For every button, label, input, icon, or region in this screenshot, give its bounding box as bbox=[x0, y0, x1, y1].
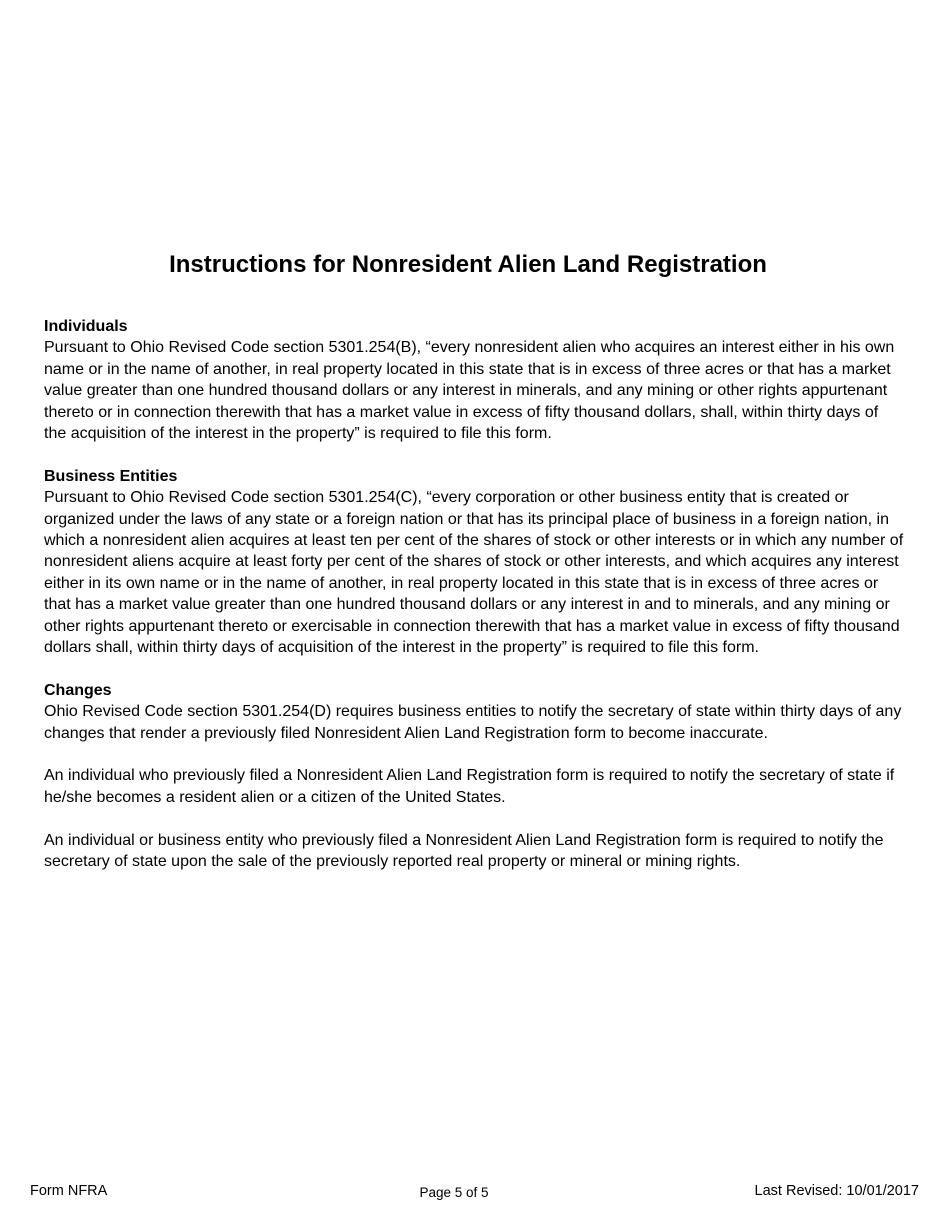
instructions-body bbox=[44, 316, 904, 894]
section-changes bbox=[44, 680, 904, 873]
paragraph-changes-2: An individual who previously filed a Nonresident Alien Land Registration form is required to notify the secretary of state if he/she becomes a resident alien or a citizen of the United States. bbox=[44, 767, 895, 806]
page-title: Instructions for Nonresident Alien Land Registration bbox=[169, 251, 767, 278]
section-business-entities bbox=[44, 466, 904, 659]
paragraph-changes-3: An individual or business entity who previously filed a Nonresident Alien Land Registration form is required to notify the secretary of state upon the sale of the previously reported real property or mineral or mining rights. bbox=[44, 831, 884, 871]
paragraph-changes-1: Ohio Revised Code section 5301.254(D) requires business entities to notify the secretary of state within thirty days of any changes that render a previously filed Nonresident Alien Land Registration form to become inaccurate. bbox=[44, 703, 902, 742]
paragraph-individuals: Pursuant to Ohio Revised Code section 5301.254(B), “every nonresident alien who acquires an interest either in his own name or in the name of another, in real property located in this state that is in excess of three acres or that has a market value greater than one hundred thousand dollars or any interest in minerals, and any mining or other rights appurtenant thereto or in connection therewith that has a market value in excess of fifty thousand dollars, shall, within thirty days of the acquisition of the interest in the property” is required to file this form. bbox=[44, 339, 895, 443]
section-heading-individuals: Individuals bbox=[44, 318, 128, 335]
footer-last-revised: Last Revised: 10/01/2017 bbox=[754, 1183, 919, 1199]
footer-page-number: Page 5 of 5 bbox=[419, 1185, 489, 1200]
section-heading-changes: Changes bbox=[44, 681, 112, 699]
footer-form-name: Form NFRA bbox=[30, 1183, 108, 1199]
section-heading-business-entities: Business Entities bbox=[44, 467, 178, 485]
section-individuals bbox=[44, 316, 904, 444]
paragraph-business-entities: Pursuant to Ohio Revised Code section 5301.254(C), “every corporation or other business entity that is created or organized under the laws of any state or a foreign nation or that has its principal place of business in a foreign nation, in which a nonresident alien acquires at least ten per cent of the shares of stock or other interests or in which any number of nonresident aliens acquire at least forty per cent of the shares of stock or other interests, and which acquires any interest either in its own name or in the name of another, in real property located in this state that is in excess of three acres or that has a market value greater than one hundred thousand dollars or any interest in and to minerals, and any mining or other rights appurtenant thereto or exercisable in connection therewith that has a market value in excess of fifty thousand dollars shall, within thirty days of acquisition of the interest in the property” is required to file this form. bbox=[44, 489, 904, 657]
